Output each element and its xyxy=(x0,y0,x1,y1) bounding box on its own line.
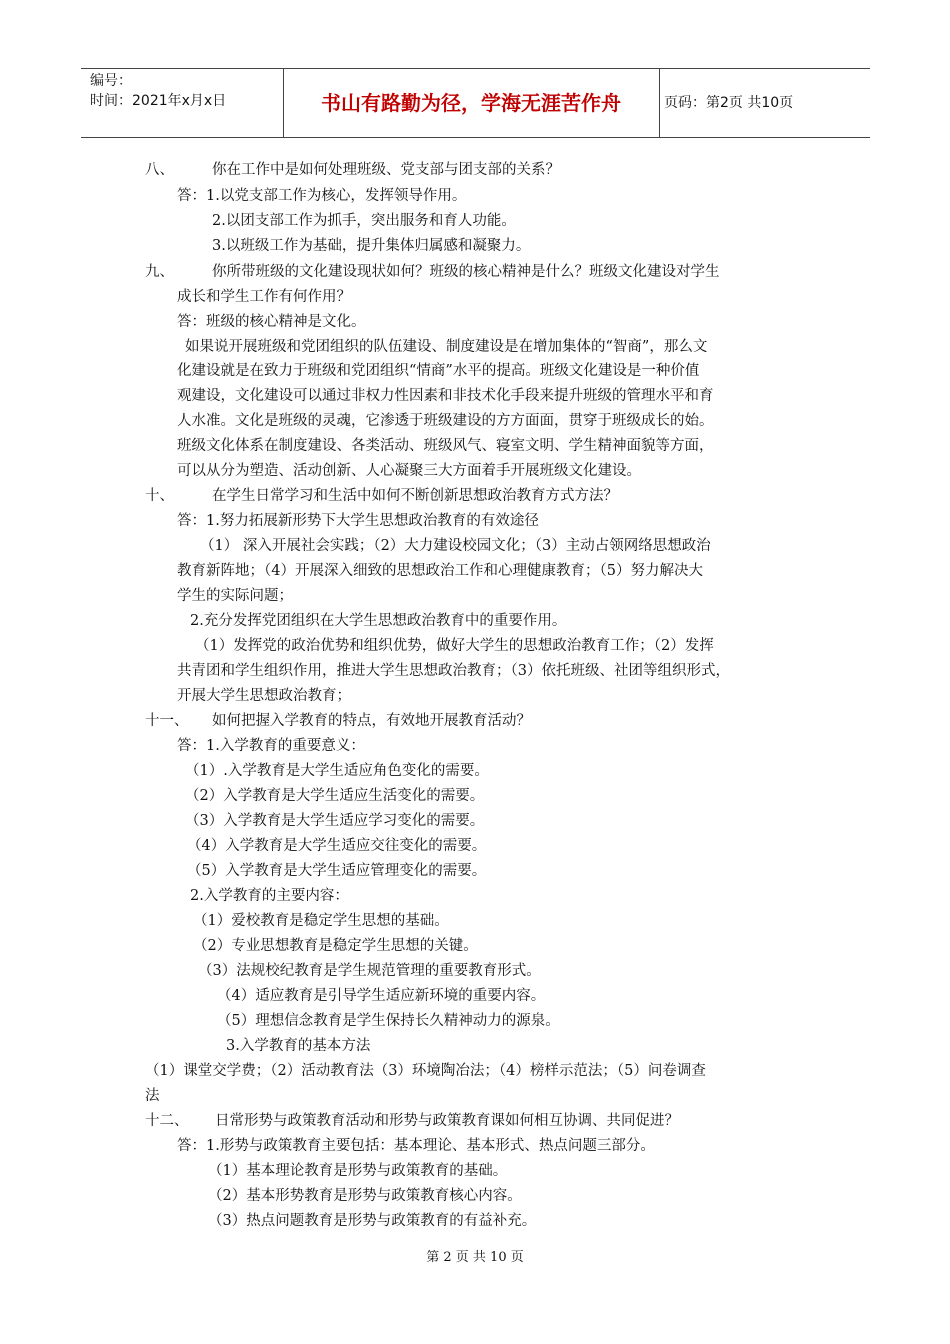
answer-line: 学生的实际问题； xyxy=(177,588,293,604)
paragraph-line: 人水准。文化是班级的灵魂，它渗透于班级建设的方方面面，贯穿于班级成长的始。 xyxy=(177,413,714,429)
question-text: 你所带班级的文化建设现状如何？班级的核心精神是什么？班级文化建设对学生 xyxy=(212,264,720,280)
list-item: （3）法规校纪教育是学生规范管理的重要教育形式。 xyxy=(198,963,541,979)
list-item: （3）热点问题教育是形势与政策教育的有益补充。 xyxy=(208,1213,537,1229)
paragraph-line: 可以从分为塑造、活动创新、人心凝聚三大方面着手开展班级文化建设。 xyxy=(177,463,641,479)
answer-line: 答：1.入学教育的重要意义： xyxy=(177,738,365,754)
answer-line: 答：1.努力拓展新形势下大学生思想政治教育的有效途径 xyxy=(177,513,539,529)
page-header xyxy=(81,68,870,138)
answer-line: 3.入学教育的基本方法 xyxy=(226,1038,371,1054)
question-text: 在学生日常学习和生活中如何不断创新思想政治教育方式方法？ xyxy=(212,488,618,504)
list-item: （4）入学教育是大学生适应交往变化的需要。 xyxy=(187,838,487,854)
question-text: 如何把握入学教育的特点，有效地开展教育活动？ xyxy=(212,713,531,729)
answer-line: （1） 深入开展社会实践；（2）大力建设校园文化；（3）主动占领网络思想政治 xyxy=(200,538,711,554)
answer-line: 2.以团支部工作为抓手，突出服务和育人功能。 xyxy=(212,213,516,229)
answer-line: （1）发挥党的政治优势和组织优势，做好大学生的思想政治教育工作；（2）发挥 xyxy=(195,638,714,654)
header-time: 时间：2021年x月x日 xyxy=(90,93,227,109)
answer-line: 答：1.以党支部工作为核心，发挥领导作用。 xyxy=(177,188,467,204)
list-item: （1）.入学教育是大学生适应角色变化的需要。 xyxy=(185,763,489,779)
page-footer: 第 2 页 共 10 页 xyxy=(426,1250,524,1265)
answer-line: 法 xyxy=(145,1088,160,1104)
answer-line: （1）课堂交学费；（2）活动教育法（3）环境陶冶法；（4）榜样示范法；（5）问卷调查 xyxy=(145,1063,706,1079)
answer-line: 3.以班级工作为基础，提升集体归属感和凝聚力。 xyxy=(212,238,531,254)
list-item: （5）入学教育是大学生适应管理变化的需要。 xyxy=(187,863,487,879)
header-meta xyxy=(90,71,226,111)
question-text: 日常形势与政策教育活动和形势与政策教育课如何相互协调、共同促进？ xyxy=(215,1113,679,1129)
question-number: 九、 xyxy=(145,264,174,280)
answer-line: 2.入学教育的主要内容： xyxy=(190,888,349,904)
list-item: （5）理想信念教育是学生保持长久精神动力的源泉。 xyxy=(217,1013,560,1029)
paragraph-line: 班级文化体系在制度建设、各类活动、班级风气、寝室文明、学生精神面貌等方面， xyxy=(177,438,714,454)
question-number: 十一、 xyxy=(145,713,189,729)
question-number: 八、 xyxy=(145,162,174,178)
question-text: 你在工作中是如何处理班级、党支部与团支部的关系？ xyxy=(212,162,560,178)
list-item: （4）适应教育是引导学生适应新环境的重要内容。 xyxy=(217,988,546,1004)
header-divider xyxy=(659,69,660,137)
paragraph-line: 化建设就是在致力于班级和党团组织“情商”水平的提高。班级文化建设是一种价值 xyxy=(177,363,700,379)
question-number: 十、 xyxy=(145,488,174,504)
list-item: （2）基本形势教育是形势与政策教育核心内容。 xyxy=(208,1188,522,1204)
answer-line: 共青团和学生组织作用，推进大学生思想政治教育；（3）依托班级、社团等组织形式， xyxy=(177,663,730,679)
list-item: （2）入学教育是大学生适应生活变化的需要。 xyxy=(185,788,485,804)
answer-line: 2.充分发挥党团组织在大学生思想政治教育中的重要作用。 xyxy=(190,613,567,629)
list-item: （1）基本理论教育是形势与政策教育的基础。 xyxy=(208,1163,508,1179)
answer-line: 开展大学生思想政治教育； xyxy=(177,688,351,704)
list-item: （2）专业思想教育是稳定学生思想的关键。 xyxy=(193,938,478,954)
header-motto: 书山有路勤为径，学海无涯苦作舟 xyxy=(321,91,621,115)
header-page-info: 页码：第2页 共10页 xyxy=(664,95,794,111)
header-number: 编号： xyxy=(90,73,132,89)
list-item: （1）爱校教育是稳定学生思想的基础。 xyxy=(193,913,449,929)
paragraph-line: 观建设，文化建设可以通过非权力性因素和非技术化手段来提升班级的管理水平和育 xyxy=(177,388,714,404)
question-text: 成长和学生工作有何作用？ xyxy=(177,289,351,305)
answer-line: 答：1.形势与政策教育主要包括：基本理论、基本形式、热点问题三部分。 xyxy=(177,1138,655,1154)
paragraph-line: 如果说开展班级和党团组织的队伍建设、制度建设是在增加集体的“智商”，那么文 xyxy=(185,339,708,355)
question-number: 十二、 xyxy=(145,1113,189,1129)
header-divider xyxy=(283,69,284,137)
list-item: （3）入学教育是大学生适应学习变化的需要。 xyxy=(185,813,485,829)
answer-line: 教育新阵地；（4）开展深入细致的思想政治工作和心理健康教育；（5）努力解决大 xyxy=(177,563,703,579)
answer-line: 答：班级的核心精神是文化。 xyxy=(177,314,366,330)
